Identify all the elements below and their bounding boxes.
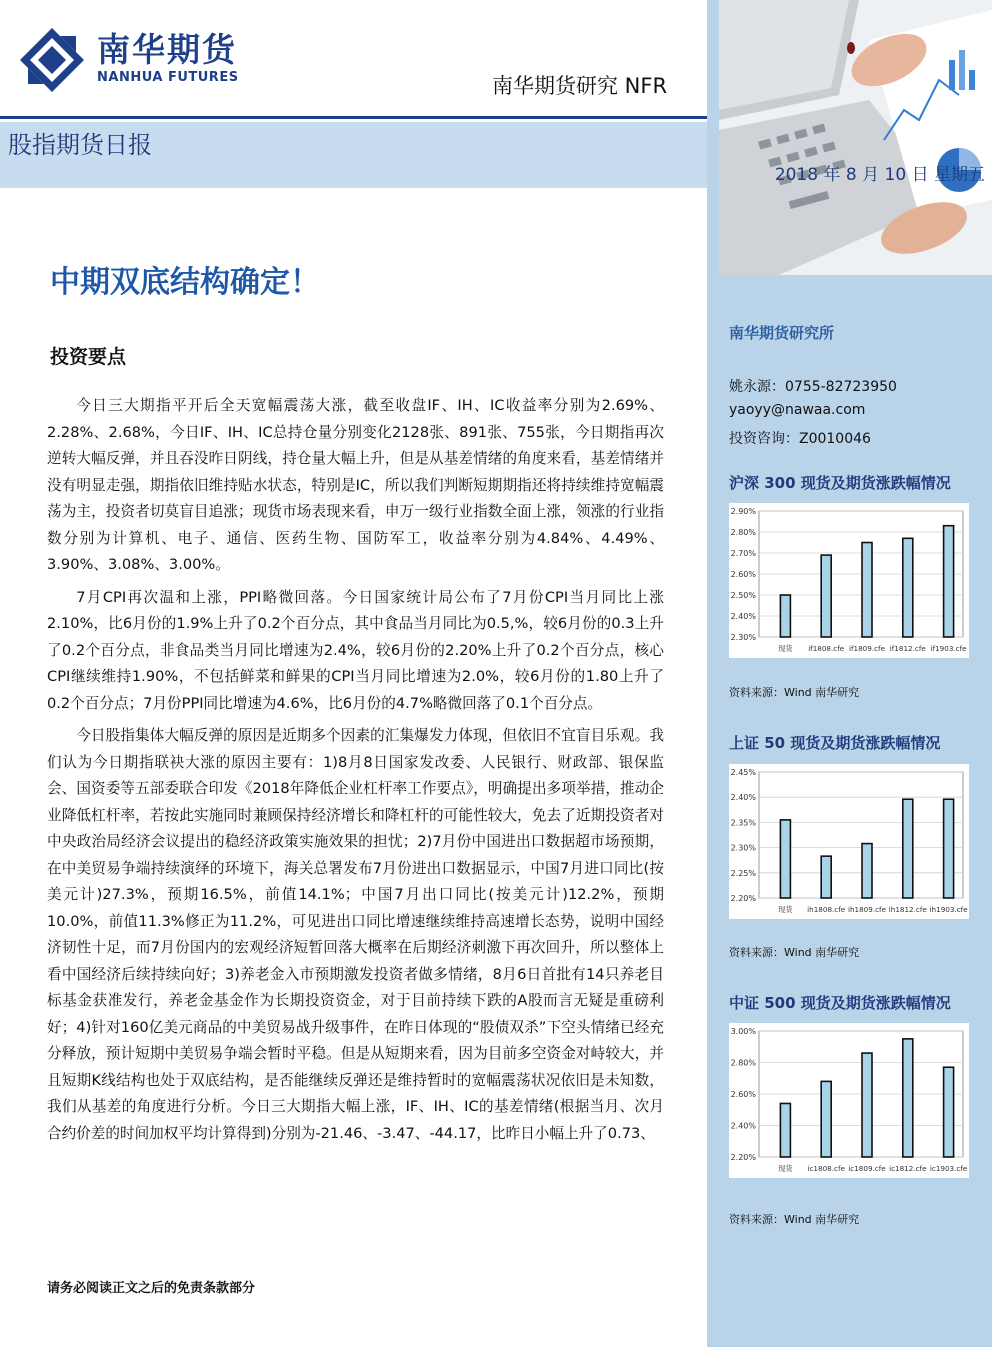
header-rule [0, 116, 707, 119]
y-tick-label: 2.70% [730, 549, 756, 558]
analyst-contact: 姚永源：0755-82723950 [729, 379, 897, 395]
report-title: 中期双底结构确定！ [50, 265, 320, 300]
disclaimer-note: 请务必阅读正文之后的免责条款部分 [47, 1281, 256, 1296]
chart-title-hs300: 沪深 300 现货及期货涨跌幅情况 [729, 474, 951, 492]
bar-现货 [780, 595, 790, 637]
x-tick-label: 现货 [778, 1164, 793, 1173]
y-tick-label: 2.60% [730, 1090, 756, 1099]
research-institute: 南华期货研究所 [729, 324, 835, 342]
bar-ic1903.cfe [944, 1067, 954, 1157]
bar-ih1903.cfe [944, 799, 954, 898]
chart-sz50-svg [729, 764, 969, 919]
bar-ic1812.cfe [903, 1039, 913, 1157]
chart-zz500 [729, 1023, 969, 1178]
chart-source-hs300: 资料来源：Wind 南华研究 [729, 686, 860, 699]
y-tick-label: 2.30% [730, 843, 756, 853]
report-date: 2018 年 8 月 10 日 星期五 [774, 165, 985, 185]
x-tick-label: if1808.cfe [808, 644, 845, 653]
header-photo [719, 0, 992, 275]
x-tick-label: ic1809.cfe [848, 1164, 886, 1173]
report-body [47, 393, 664, 1153]
brand-name-en: NANHUA FUTURES [97, 70, 239, 85]
x-tick-label: ih1903.cfe [929, 905, 968, 914]
y-tick-label: 2.90% [730, 507, 756, 516]
x-tick-label: ih1809.cfe [847, 905, 887, 914]
paragraph: 今日三大期指平开后全天宽幅震荡大涨，截至收盘IF、IH、IC收益率分别为2.69%、2.28%、2.68%，今日IF、IH、IC总持仓量分别变化2128张、891张、755张，今日期指再次逆转大幅反弹，并且吞没昨日阴线，持仓量大幅上升，但是从基差情绪的角度来看，基差情绪并没有明显走强，期指依旧维持贴水状态，特别是IC，所以我们判断短期期指还将持续维持宽幅震荡为主，投资者切莫盲目追涨；现货市场表现来看，申万一级行业指数全面上涨，领涨的行业指数分别为计算机、电子、通信、医药生物、国防军工，收益率分别为4.84%、4.49%、3.90%、3.08%、3.00%。 [47, 397, 664, 573]
brand-name-cn: 南华期货 [97, 30, 237, 69]
y-tick-label: 2.45% [730, 768, 756, 777]
y-tick-label: 3.00% [730, 1027, 756, 1036]
chart-hs300-svg [729, 503, 969, 658]
paragraph: 今日股指集体大幅反弹的原因是近期多个因素的汇集爆发力体现，但依旧不宜盲目乐观。我们认为今日期指联袂大涨的原因主要有：1)8月8日国家发改委、人民银行、财政部、银保监会、国资委等五部委联合印发《2018年降低企业杠杆率工作要点》，明确提出多项举措，推动企业降低杠杆率，若按此实施同时兼顾保持经济增长和降杠杆的可能性较大，免去了近期投资者对中央政治局经济会议提出的稳经济政策实施效果的担忧；2)7月份中国进出口数据超市场预期，在中美贸易争端持续演绎的环境下，海关总署发布7月份进出口数据显示，中国7月进口同比(按美元计)27.3%，预期16.5%，前值14.1%；中国7月出口同比(按美元计)12.2%，预期10.0%，前值11.3%修正为11.2%，可见进出口同比增速继续维持高速增长态势，说明中国经济韧性十足，而7月份国内的宏观经济短暂回落大概率在后期经济刺激下再次回升，所以整体上看中国经济后续持续向好；3)养老金入市预期激发投资者做多情绪，8月6日首批有14只养老目标基金获准发行，养老金基金作为长期投资资金，对于目前持续下跌的A股而言无疑是重磅利好；4)针对160亿美元商品的中美贸易战升级事件，在昨日体现的“股债双杀”下空头情绪已经充分释放，预计短期中美贸易争端会暂时平稳。但是从短期来看，因为目前多空资金对峙较大，并且短期K线结构也处于双底结构，是否能继续反弹还是维持暂时的宽幅震荡状况依旧是未知数，我们从基差的角度进行分析。今日三大期指大幅上涨，IF、IH、IC的基差情绪(根据当月、次月合约价差的时间加权平均计算得到)分别为-21.46、-3.47、-44.17，比昨日小幅上升了0.73、 [47, 727, 664, 1142]
bar-ih1809.cfe [862, 844, 872, 898]
y-tick-label: 2.40% [730, 612, 756, 621]
y-tick-label: 2.80% [730, 528, 756, 537]
chart-sz50 [729, 764, 969, 919]
bar-if1812.cfe [903, 538, 913, 637]
bar-ih1812.cfe [903, 799, 913, 898]
x-tick-label: ic1808.cfe [807, 1164, 845, 1173]
x-tick-label: ih1812.cfe [888, 905, 927, 914]
x-tick-label: 现货 [778, 905, 793, 914]
y-tick-label: 2.40% [730, 793, 756, 803]
y-tick-label: 2.40% [730, 1121, 756, 1131]
x-tick-label: ih1808.cfe [807, 905, 846, 914]
chart-zz500-svg [729, 1023, 969, 1178]
report-type: 股指期货日报 [8, 131, 152, 159]
y-tick-label: 2.50% [730, 591, 756, 600]
analyst-email: yaoyy@nawaa.com [729, 402, 866, 418]
y-tick-label: 2.60% [730, 570, 756, 579]
chart-title-zz500: 中证 500 现货及期货涨跌幅情况 [729, 994, 951, 1012]
chart-hs300 [729, 503, 969, 658]
nanhua-logo-icon [20, 28, 84, 92]
bar-ic1809.cfe [862, 1053, 872, 1157]
y-tick-label: 2.25% [730, 868, 756, 878]
bar-ic1808.cfe [821, 1081, 831, 1157]
bar-现货 [780, 1103, 790, 1157]
section-heading: 投资要点 [50, 346, 127, 368]
x-tick-label: ic1903.cfe [929, 1164, 968, 1173]
bar-if1808.cfe [821, 555, 831, 637]
research-label: 南华期货研究 NFR [492, 74, 668, 98]
x-tick-label: ic1812.cfe [889, 1164, 927, 1173]
x-tick-label: if1812.cfe [889, 644, 926, 653]
x-tick-label: if1903.cfe [930, 644, 967, 653]
bar-if1903.cfe [944, 526, 954, 637]
chart-title-sz50: 上证 50 现货及期货涨跌幅情况 [729, 734, 941, 752]
x-tick-label: 现货 [778, 644, 793, 653]
x-tick-label: if1809.cfe [848, 644, 886, 653]
paragraph: 7月CPI再次温和上涨，PPI略微回落。今日国家统计局公布了7月份CPI当月同比上涨2.10%，比6月份的1.9%上升了0.2个百分点，其中食品当月同比为0.5,%，较6月份的0.3上升了0.2个百分点，非食品类当月同比增速为2.4%，较6月份的2.20%上升了0.2个百分点，核心CPI继续维持1.90%，不包括鲜菜和鲜果的CPI当月同比增速为2.0%，较6月份的1.80上升了0.2个百分点；7月份PPI同比增速为4.6%，比6月份的4.7%略微回落了0.1个百分点。 [47, 588, 664, 712]
bar-ih1808.cfe [821, 856, 831, 898]
license-number: 投资咨询：Z0010046 [729, 431, 871, 447]
bar-现货 [780, 820, 790, 898]
y-tick-label: 2.20% [730, 1153, 756, 1162]
y-tick-label: 2.20% [730, 894, 756, 903]
chart-source-sz50: 资料来源：Wind 南华研究 [729, 946, 860, 959]
chart-source-zz500: 资料来源：Wind 南华研究 [729, 1213, 860, 1226]
y-tick-label: 2.30% [730, 633, 756, 642]
bar-if1809.cfe [862, 543, 872, 638]
y-tick-label: 2.35% [730, 818, 756, 828]
y-tick-label: 2.80% [730, 1058, 756, 1068]
